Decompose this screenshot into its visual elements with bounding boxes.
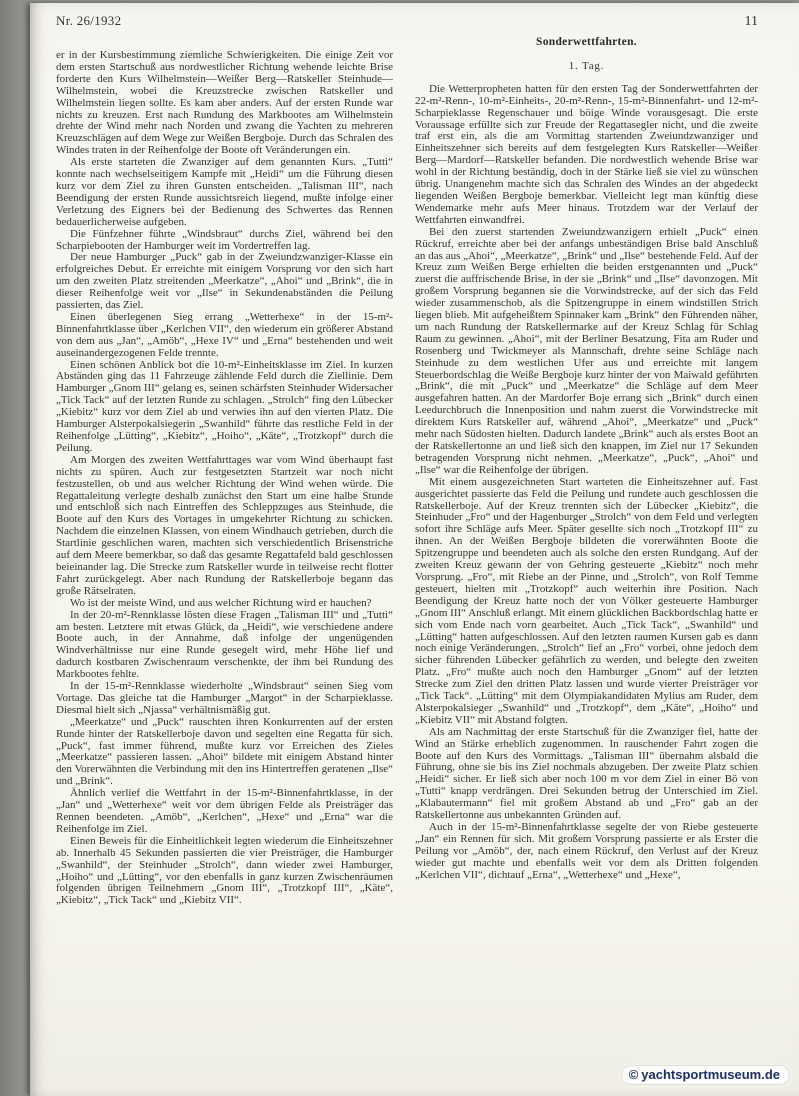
paragraph: Mit einem ausgezeichneten Start warteten die Einheitszehner auf. Fast ausgerichtet passierte das Feld die Peilung und rundete auch geschlossen die Ratskellerboje. Auf der Kreuz trennten sich der Lübecker „Kiebitz“, die Steinhuder „Fro“ und der Hagenburger „Strolch“ von dem Feld und verlegten sofort ihre Schläge aufs Meer. Später gesellte sich noch „Trotzkopf III“ zu ihnen. An der Weißen Bergboje bildeten die vorerwähnten Boote die Spitzengruppe und beendeten auch als solche den ersten Rundgang. Auf der zweiten Kreuz gewann der von Gehring gesteuerte „Kiebitz“ noch mehr Vorsprung. „Fro“, mit Riebe an der Pinne, und „Strolch“, von Rolf Temme gesteuert, hielten mit „Trotzkopf“ auch weiterhin ihre Position. Nach Beendigung der Kreuz hatte noch der von Völker gesteuerte Hamburger „Gnom III“ Anschluß erlangt. Mit einem glücklichen Backbordschlag hatte er sich vom Ende nach vorn gearbeitet. Auch „Tick Tack“, „Swanhild“ und „Lütting“ hatten aufgeschlossen. Auf den letzten raumen Kursen gab es dann noch einige Veränderungen. „Strolch“ lief an „Fro“ vorbei, ohne jedoch dem sicher führenden Lübecker gefährlich zu werden, und belegte den zweiten Platz. „Fro“ mußte auch noch den Hamburger „Gnom“ auf der letzten Strecke zum Ziel den dritten Platz lassen und wurde vierter Preisträger vor „Tick Tack“. „Lütting“ mit dem Olympiakandidaten Mylius am Ruder, dem Alsterpokalsieger „Swanhild“ und „Trotzkopf“, dem „Käte“, „Hoiho“ und „Kiebitz VII“ mit Abstand folgten. (415, 475, 758, 726)
paragraph: Die Fünfzehner führte „Windsbraut“ durchs Ziel, während bei den Scharpiebooten der Hamburger weit im Vordertreffen lag. (56, 227, 393, 252)
paragraph: Als erste starteten die Zwanziger auf dem genannten Kurs. „Tutti“ konnte nach wechselseitigem Kampfe mit „Heidi“ um die Führung diesen kurz vor dem Ziel zu ihren Gunsten entscheiden. „Talisman III“, nach Beendigung der ersten Runde aussichtsreich liegend, mußte infolge einer Verletzung des Eigners bei der Bedienung des Schwertes das Rennen bedauerlicherweise aufgeben. (56, 156, 393, 228)
paragraph: Am Morgen des zweiten Wettfahrttages war vom Wind überhaupt fast nichts zu spüren. Auch zur festgesetzten Startzeit war noch nicht festzustellen, ob und aus welcher Richtung der Wind wehen würde. Die Regattaleitung verlegte deshalb zunächst den Start um eine halbe Stunde und entschloß sich nach Eintreffen des Schleppzuges aus Steinhude, die Boote auf den Kurs des Vortages in umgekehrter Richtung zu schicken. Nachdem die einzelnen Klassen, von einem Windhauch getrieben, durch die Startlinie geschlichen waren, machten sich verschiedentlich Brisenstriche auf dem Meere bemerkbar, so daß das gesamte Regattafeld bald geschlossen beieinander lag. Die Strecke zum Ratskeller wurde in teilweise recht flotter Fahrt zurückgelegt. Aber nach Rundung der Ratskellerboje begann das große Rätselraten. (56, 453, 393, 597)
paragraph: Einen Beweis für die Einheitlichkeit legten wiederum die Einheitszehner ab. Innerhalb 45 Sekunden passierten die vier Preisträger, die Hamburger „Swanhild“, der Steinhuder „Strolch“, dann wieder zwei Hamburger, „Hoiho“ und „Lütting“, vor den ebenfalls in ganz kurzen Zwischenräumen folgenden übrigen Teilnehmern „Gnom III“, „Trotzkopf III“, „Käte“, „Kiebitz“, „Tick Tack“ und „Kiebitz VII“. (56, 834, 393, 907)
page-content (30, 3, 799, 915)
paragraph: „Meerkatze“ und „Puck“ rauschten ihren Konkurrenten auf der ersten Runde hinter der Ratskellerboje davon und segelten eine Regatta für sich. „Puck“, fast immer führend, mußte kurz vor Erreichen des Zieles „Meerkatze“ passieren lassen. „Ahoi“ bildete mit einigem Abstand hinter den Vorerwähnten die Verbindung mit den ins Hintertreffen geratenen „Ilse“ und „Brink“. (56, 715, 393, 788)
copyright-icon: © (628, 1067, 639, 1082)
paragraph: Einen schönen Anblick bot die 10-m²-Einheitsklasse im Ziel. In kurzen Abständen ging das 11 Fahrzeuge zählende Feld durch die Ziellinie. Dem Hamburger „Gnom III“ gelang es, seinen schärfsten Steinhuder Widersacher „Tick Tack“ auf der letzten Runde zu schlagen. „Strolch“ fing den Lübecker „Kiebitz“ kurz vor dem Ziel ab und verwies ihn auf den vierten Platz. Die Hamburger Alsterpokalsiegerin „Swanhild“ führte das restliche Feld in der Reihenfolge „Lütting“, „Kiebitz“, „Hoiho“, „Käte“, „Trotzkopf“ durch die Peilung. (56, 358, 393, 454)
watermark-text: yachtsportmuseum.de (641, 1067, 780, 1082)
paragraph: Einen überlegenen Sieg errang „Wetterhexe“ in der 15-m²-Binnenfahrtklasse über „Kerlchen VII“, den wiederum ein größerer Abstand von dem aus „Jan“, „Amöb“, „Hexe IV“ und „Erna“ bestehenden und weit auseinandergezogenen Felde trennte. (56, 310, 393, 359)
two-column-layout (56, 34, 758, 907)
paragraph: Der neue Hamburger „Puck“ gab in der Zweiundzwanziger-Klasse ein erfolgreiches Debut. Er erreichte mit einigem Vorsprung vor den sich hart um den zweiten Platz streitenden „Meerkatze“, „Ahoi“ und „Brink“, die in dieser Reihenfolge weit vor „Ilse“ in Sekundenabständen die Peilung passierten, das Ziel. (56, 251, 393, 312)
issue-number: Nr. 26/1932 (56, 13, 122, 28)
paragraph: Bei den zuerst startenden Zweiundzwanzigern erhielt „Puck“ einen Rückruf, erreichte aber bei der anfangs unbeständigen Brise bald Anschluß an das aus „Ahoi“, „Meerkatze“, „Brink“ und „Ilse“ bestehende Feld. Auf der Kreuz zum Weißen Berge erhielten die beiden erstgenannten und „Puck“ zuerst die auffrischende Brise, in der sie „Brink“ und „Ilse“ davonzogen. Mit großem Vorsprung begannen sie die Vorwindstrecke, auf der sich das Feld wieder zusammenschob, als die Spitzengruppe in einem windstillen Strich liegen blieb. Mit aufgeheißtem Spinnaker kam „Brink“ den Führenden näher, um nach Rundung der Ratskellermarke auf der Kreuz Schlag für Schlag Raum zu gewinnen. „Ahoi“, mit der Berliner Besatzung, Fita am Ruder und Rosenberg und Twickmeyer als Mannschaft, drehte seine Schläge nach Steinhude zu dem westlichen Ufer aus und erreichte mit langem Steuerbordschlag die Weiße Bergboje kurz hinter der von Maiwald geführten „Brink“, die mit „Puck“ und „Meerkatze“ die Schläge auf dem Meer ausgefahren hatten. An der Mardorfer Boje errang sich „Brink“ durch einen Leedurchbruch die Innenposition und nahm zuerst die Vorwindstrecke mit direktem Kurs Ratskeller auf, während „Ahoi“, „Meerkatze“ und „Puck“ mehr nach Südosten hielten. Dadurch landete „Brink“ auch als erstes Boot an der Ratskellertonne an und ließ sich den knappen, im Ziel nur 17 Sekunden betragenden Vorsprung nicht nehmen. „Meerkatze“, „Puck“, „Ahoi“ und „Ilse“ war die Reihenfolge der übrigen. (415, 225, 758, 476)
page-header (56, 13, 758, 30)
page-number: 11 (744, 14, 758, 29)
paragraph: Auch in der 15-m²-Binnenfahrtklasse segelte der von Riebe gesteuerte „Jan“ ein Rennen für sich. Mit großem Vorsprung passierte er als Erster die Peilung vor „Amöb“, der, nach einem Rückruf, den Verlust auf der Kreuz wieder gut machte und ebenfalls weit vor dem als Dritten folgenden „Kerlchen VII“, dichtauf „Erna“, „Wetterhexe“ und „Hexe“, (415, 821, 758, 881)
article-subheading: 1. Tag. (568, 59, 605, 72)
paragraph: Als am Nachmittag der erste Startschuß für die Zwanziger fiel, hatte der Wind an Stärke erheblich zugenommen. In rauschender Fahrt zogen die Boote auf den Kurs des Vormittags. „Talisman III“ übernahm alsbald die Führung, ohne sie bis ins Ziel nochmals abzugeben. Der zweite Platz schien „Heidi“ sicher. Er ließ sich aber noch 100 m vor dem Ziel in einer Bö von „Tutti“ knapp verdrängen. Drei Sekunden betrug der Unterschied im Ziel. „Klabautermann“ fiel mit großem Abstand ab und „Fro“ gab an der Ratskellertonne aus unbekannten Gründen auf. (415, 725, 758, 822)
article-heading: Sonderwettfahrten. (536, 36, 637, 48)
paragraph: er in der Kursbestimmung ziemliche Schwierigkeiten. Die einige Zeit vor dem ersten Startschuß aus nordwestlicher Richtung wehende leichte Brise forderte den Kurs Wilhelmstein—Weißer Berg—Ratskeller Steinhude—Wilhelmstein, wobei die Kreuzstrecke zwischen Ratskeller und Wilhelmstein liegen sollte. Es kam aber anders. Auf der ersten Runde war nichts zu kreuzen. Erst nach Rundung des Markbootes am Wilhelmstein drehte der Wind mehr nach Norden und zwang die Yachten zu mehreren Kreuzschlägen auf dem Wege zur Weißen Bergboje. Durch das Schralen des Windes traten in der Reihenfolge der Boote oft Veränderungen ein. (56, 49, 393, 157)
paragraph: Wo ist der meiste Wind, und aus welcher Richtung wird er hauchen? (70, 596, 372, 609)
right-column (415, 34, 758, 907)
paragraph: In der 15-m²-Rennklasse wiederholte „Windsbraut“ seinen Sieg vom Vortage. Das gleiche tat die Hamburger „Margot“ in der Scharpieklasse. Diesmal hielt sich „Njassa“ verhältnismäßig gut. (56, 680, 393, 716)
left-column (56, 34, 393, 907)
paragraph: In der 20-m²-Rennklasse lösten diese Fragen „Talisman III“ und „Tutti“ am besten. Letztere mit etwas Glück, da „Heidi“, wie verschiedene andere Boote auch, in der Annahme, daß infolge der ungenügenden Windverhältnisse nur eine Runde gesegelt wird, mehr Höhe lief und dadurch kostbaren Zwischenraum verschenkte, der ihm bei Rundung des Markbootes fehlte. (56, 608, 393, 681)
paragraph: Ähnlich verlief die Wettfahrt in der 15-m²-Binnenfahrtklasse, in der „Jan“ und „Wetterhexe“ weit vor dem übrigen Felde als Preisträger das Rennen beendeten. „Amöb“, „Kerlchen“, „Hexe“ und „Erna“ war die Reihenfolge im Ziel. (56, 787, 393, 835)
magazine-page (30, 3, 799, 1096)
paragraph: Die Wetterpropheten hatten für den ersten Tag der Sonderwettfahrten der 22-m²-Renn-, 10-m²-Einheits-, 20-m²-Renn-, 15-m²-Binnenfahrt- und 12-m²-Scharpieklasse Regenschauer und böige Winde vorausgesagt. Die erste Voraussage erfüllte sich zur Freude der Regattasegler nicht, und die zweite traf erst ein, als die am Vormittag startenden Zweiundzwanziger und Einheitszehner sich bereits auf dem festgelegten Kurs Ratskeller—Weißer Berg—Mardorf—Ratskeller befanden. Die nordwestlich wehende Brise war wohl in der Richtung beständig, doch in der Stärke ließ sie viel zu wünschen übrig. Unangenehm machte sich das Schralen des Windes an der abgedeckt liegenden Weißen Bergboje bemerkbar. Vielleicht legt man künftig diese Wendemarke mehr aufs Meer hinaus. Trotzdem war der Verlauf der Wettfahrten einwandfrei. (415, 82, 758, 226)
watermark (621, 1065, 790, 1085)
